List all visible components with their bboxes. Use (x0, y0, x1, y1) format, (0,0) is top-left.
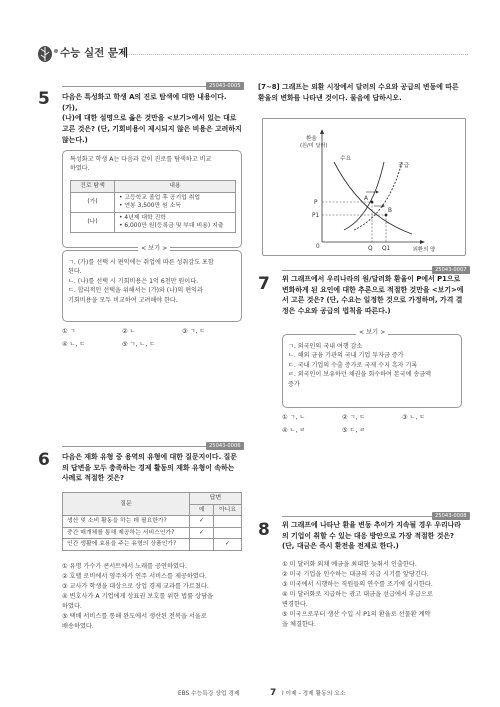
shift-arrowhead (376, 191, 379, 194)
exchange-rate-graph (262, 118, 466, 256)
checkmark: ✓ (190, 516, 214, 528)
point-a-label: A (364, 196, 368, 202)
option[interactable]: ① ㄱ, ㄴ (282, 414, 306, 421)
choice[interactable]: ④ 미 달러화로 지급하는 광고 대금을 선급에서 후급으로 (282, 590, 433, 598)
point-a (371, 201, 374, 204)
question-code: 25043-0006 (206, 442, 244, 450)
header-divider (118, 54, 468, 55)
service-table (62, 492, 242, 551)
option[interactable]: ⑤ ㄱ, ㄴ, ㄷ (122, 341, 156, 348)
shared-intro: [7~8] 그래프는 외환 시장에서 달러의 수요와 공급의 변동에 따른 환율의 변화를 나타낸 것이다. 물음에 답하시오. (258, 83, 459, 102)
passage-intro: 특성화고 학생 A는 다음과 같이 진로를 탐색하고 비교 하였다. (70, 156, 212, 173)
table-header: 진로 탐색 (71, 181, 115, 193)
choice[interactable]: ④ 변호사가 A 기업에게 상표권 보호를 위한 법률 상담을 (62, 592, 214, 600)
question-number: 8 (258, 520, 270, 540)
section-header (0, 40, 500, 66)
q-label: Q (368, 246, 373, 252)
table-row: 중간 매개체를 통해 제공하는 서비스인가? ✓ (63, 527, 242, 539)
x-axis-arrow (420, 240, 425, 244)
choice[interactable]: ③ 교사가 학생을 대상으로 상업 경제 교과를 가르쳤다. (62, 582, 209, 590)
demand-curve (334, 162, 412, 234)
table-header: 답변 (190, 493, 242, 505)
answer-options (62, 328, 242, 354)
p1-label: P1 (312, 213, 320, 219)
option[interactable]: ⑤ ㄷ, ㄹ (342, 427, 366, 434)
y-label: 환율 (306, 136, 317, 142)
question-number: 7 (258, 274, 270, 294)
answer-options (282, 414, 462, 440)
table-row: (나) • 4년제 대학 진학 • 6,000만 원(등록금 및 부대 비용) 지출 (71, 212, 236, 232)
footer-chapter: Ⅰ 이제 - 경제 활동의 요소 (282, 691, 346, 697)
question-stem: 위 그래프에 나타난 환율 변동 추이가 지속될 경우 우리나라 의 기업이 취할 수 있는 대응 방안으로 가장 적절한 것은? (단, 대금은 즉시 환전을 전제로 한다.) (282, 521, 461, 551)
section-title: 수능 실전 문제 (60, 47, 129, 59)
option[interactable]: ③ ㄱ, ㄷ (182, 328, 206, 335)
table-row: 생산 및 소비 활동을 하는 데 필요한가? ✓ (63, 516, 242, 528)
bogi-list: ㄱ. 외국인의 국내 여행 감소 ㄴ. 해외 금융 기관의 국내 기업 투자금 증가 ㄷ. 국내 기업의 수출 증가로 국제 수지 흑자 기록 ㄹ. 외국인이 보유하던 채권을 회수하여 본국에 송금액 증가 (288, 343, 432, 388)
table-row: (가) • 고등학교 졸업 후 공기업 취업 • 연봉 3,500만 원 소득 (71, 192, 236, 212)
p-label: P (314, 200, 318, 206)
question-stem: 다음은 특성화고 학생 A의 진로 탐색에 대한 내용이다. (가), (나)에 대한 설명으로 옳은 것만을 <보기>에서 있는 대로 고른 것은? (단, 기회비용이 제시되지 않은 비용은 고려하지 않는다.) (62, 93, 242, 144)
answer-choices: ① 미 달러화 외채 예금을 최대한 늦춰서 인출한다. ② 미국 기업을 인수하는 대금의 지급 시기를 앞당긴다. ③ 미국에서 시행하는 직원들의 연수를 조기에 실시한다. ④ 미 달러화로 지급하는 광고 대금을 선급에서 후급으로 변경한다. ⑤ 미국으로부터 생산 수입 시 P1의 환율로 선물환 계약 을 체결한다. (282, 560, 470, 629)
page-footer (0, 690, 500, 702)
choice[interactable]: ⑤ 택배 서비스를 통해 완도에서 생산된 전복을 서울로 (62, 612, 207, 620)
bogi-label: < 보기 > (138, 245, 170, 254)
option[interactable]: ④ ㄴ, ㄷ (62, 341, 86, 348)
question-code: 25043-0008 (432, 512, 470, 520)
choice[interactable]: ③ 미국에서 시행하는 직원들의 연수를 조기에 실시한다. (282, 580, 433, 588)
q1-label: Q1 (382, 246, 391, 252)
page-number: 7 (270, 688, 277, 698)
choice[interactable]: ② 호텔 로비에서 영주차가 연주 서비스를 제공하였다. (62, 572, 207, 580)
option[interactable]: ② ㄱ, ㄷ (342, 414, 366, 421)
question-number: 6 (38, 450, 50, 470)
table-header: 내용 (115, 181, 236, 193)
option[interactable]: ④ ㄴ, ㄹ (282, 427, 306, 434)
supply-curve-shifted (354, 162, 402, 230)
bogi-list: ㄱ. (가)를 선택 시 편익에는 취업에 따른 성취감도 포함 된다. ㄴ. (나)를 선택 시 기회비용은 1억 6천만 원이다. ㄷ. 합리적인 선택을 위해서는 (가)와 (나)의 편익과 기회비용을 모두 비교하여 고려해야 한다. (68, 259, 214, 304)
option[interactable]: ② ㄴ (122, 328, 136, 335)
checkmark: ✓ (190, 527, 214, 539)
table-header: 질문 (63, 493, 190, 516)
choice[interactable]: ① 미 달러화 외채 예금을 최대한 늦춰서 인출한다. (282, 561, 417, 568)
question-number: 5 (38, 89, 50, 109)
table-row: 인간 생활에 효용을 주는 유형의 상품인가? ✓ (63, 539, 242, 551)
demand-label: 수요 (340, 156, 352, 162)
origin-label: 0 (316, 244, 320, 250)
answer-choices: ① 유명 가수가 콘서트에서 노래를 공연하였다. ② 호텔 로비에서 영주차가 연주 서비스를 제공하였다. ③ 교사가 학생을 대상으로 상업 경제 교과를 가르쳤다. ④ 변호사가 A 기업에게 상표권 보호를 위한 법률 상담을 하였다. ⑤ 택배 서비스를 통해 완도에서 생산된 전복을 서울로 배송하였다. (62, 562, 248, 631)
choice[interactable]: ② 미국 기업을 인수하는 대금의 지급 시기를 앞당긴다. (282, 570, 429, 578)
footer-book-title: EBS 수능특강 상업 경제 (178, 691, 240, 697)
question-code: 25043-0005 (206, 82, 244, 90)
supply-label: 공급 (398, 163, 410, 169)
y-label-unit: (원/미 달러) (300, 143, 328, 149)
bogi-label: < 보기 > (356, 329, 388, 338)
option[interactable]: ③ ㄴ, ㄷ (402, 414, 426, 421)
choice[interactable]: ⑤ 미국으로부터 생산 수입 시 P1의 환율로 선물환 계약 (282, 610, 431, 618)
point-b-label: B (388, 208, 392, 214)
question-stem: 다음은 재화 유형 중 용역의 유형에 대한 질문지이다. 질문 의 답변을 모두 충족하는 경제 활동의 재화 유형이 속하는 사례로 적절한 것은? (62, 453, 237, 483)
table-header: 아니요 (214, 504, 242, 516)
point-b (385, 214, 388, 217)
table-header: 예 (190, 504, 214, 516)
question-code: 25043-0007 (432, 266, 470, 274)
checkmark: ✓ (214, 539, 242, 551)
option[interactable]: ① ㄱ (62, 328, 76, 335)
y-axis-arrow (320, 129, 324, 134)
choice[interactable]: ① 유명 가수가 콘서트에서 노래를 공연하였다. (62, 563, 187, 570)
x-label: 외환의 양 (412, 247, 436, 253)
career-table (70, 180, 236, 233)
question-stem: 위 그래프에서 우리나라의 원/달러화 환율이 P에서 P1으로 변화하게 된 요인에 대한 추론으로 적절한 것만을 <보기>에 서 고른 것은? (단, 수요는 일정한 것으로 가정하며, 가격 결 정은 수요와 공급의 법칙을 따른다.) (282, 275, 464, 316)
